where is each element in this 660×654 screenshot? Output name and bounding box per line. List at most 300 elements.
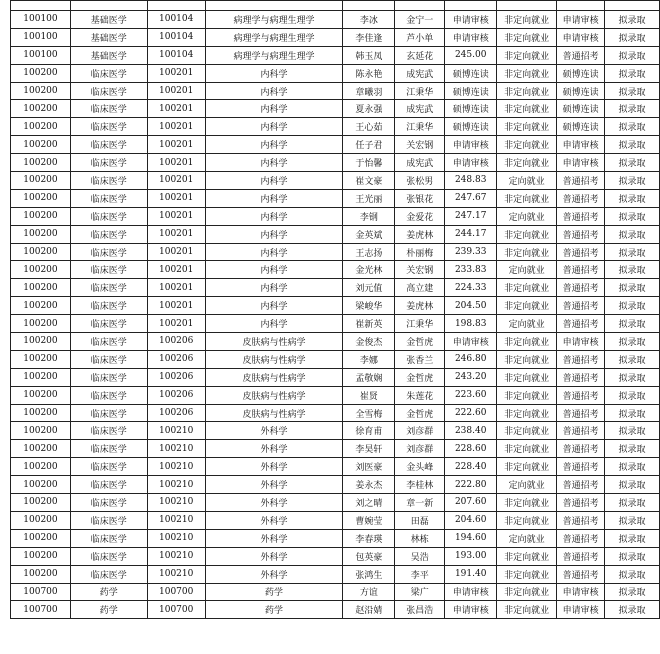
table-row	[11, 529, 660, 547]
table-row	[11, 583, 660, 601]
major-cell: 内科学	[205, 279, 343, 297]
category-code-cell: 100200	[11, 404, 71, 422]
table-row	[11, 494, 660, 512]
advisor-cell: 江秉华	[395, 118, 445, 136]
category-cell: 临床医学	[70, 547, 147, 565]
status-cell: 拟录取	[605, 315, 660, 333]
category-code-cell: 100200	[11, 207, 71, 225]
employment-cell: 定向就业	[497, 529, 557, 547]
category-cell: 临床医学	[70, 189, 147, 207]
status-cell: 拟录取	[605, 350, 660, 368]
table-row	[11, 315, 660, 333]
exam-type-cell: 普通招考	[557, 547, 605, 565]
category-cell: 临床医学	[70, 297, 147, 315]
exam-type-cell: 普通招考	[557, 172, 605, 190]
name-cell: 陈永艳	[343, 64, 395, 82]
exam-type-cell: 普通招考	[557, 386, 605, 404]
table-row	[11, 172, 660, 190]
category-cell: 临床医学	[70, 565, 147, 583]
status-cell: 拟录取	[605, 261, 660, 279]
category-code-cell: 100200	[11, 315, 71, 333]
category-code-cell: 100200	[11, 82, 71, 100]
category-cell: 药学	[70, 601, 147, 619]
exam-type-cell: 普通招考	[557, 494, 605, 512]
score-cell: 222.60	[445, 404, 497, 422]
major-code-cell: 100210	[147, 476, 205, 494]
major-code-cell: 100210	[147, 511, 205, 529]
major-cell: 内科学	[205, 154, 343, 172]
employment-cell: 非定向就业	[497, 440, 557, 458]
major-code-cell: 100210	[147, 440, 205, 458]
category-cell: 临床医学	[70, 511, 147, 529]
exam-type-cell: 申请审核	[557, 28, 605, 46]
major-cell: 皮肤病与性病学	[205, 350, 343, 368]
major-cell: 外科学	[205, 494, 343, 512]
major-cell: 外科学	[205, 565, 343, 583]
table-row	[11, 368, 660, 386]
major-cell: 内科学	[205, 100, 343, 118]
status-cell: 拟录取	[605, 458, 660, 476]
major-code-cell: 100201	[147, 118, 205, 136]
category-cell: 临床医学	[70, 243, 147, 261]
major-cell: 外科学	[205, 511, 343, 529]
major-cell	[205, 1, 343, 11]
table-row	[11, 64, 660, 82]
major-cell: 内科学	[205, 64, 343, 82]
employment-cell: 非定向就业	[497, 297, 557, 315]
category-cell: 临床医学	[70, 368, 147, 386]
major-cell: 外科学	[205, 458, 343, 476]
major-cell: 皮肤病与性病学	[205, 404, 343, 422]
category-code-cell: 100200	[11, 511, 71, 529]
advisor-cell: 吴浩	[395, 547, 445, 565]
advisor-cell: 金哲虎	[395, 368, 445, 386]
category-code-cell: 100200	[11, 565, 71, 583]
score-cell: 207.60	[445, 494, 497, 512]
advisor-cell: 金哲虎	[395, 404, 445, 422]
major-code-cell: 100210	[147, 547, 205, 565]
category-code-cell: 100200	[11, 529, 71, 547]
advisor-cell: 张松男	[395, 172, 445, 190]
status-cell: 拟录取	[605, 511, 660, 529]
major-code-cell: 100210	[147, 422, 205, 440]
exam-type-cell: 申请审核	[557, 154, 605, 172]
major-cell: 病理学与病理生理学	[205, 11, 343, 29]
name-cell: 韩玉凤	[343, 46, 395, 64]
status-cell: 拟录取	[605, 386, 660, 404]
status-cell: 拟录取	[605, 225, 660, 243]
table-row	[11, 601, 660, 619]
category-code-cell: 100200	[11, 297, 71, 315]
exam-type-cell: 普通招考	[557, 225, 605, 243]
category-code-cell: 100200	[11, 386, 71, 404]
major-cell: 皮肤病与性病学	[205, 368, 343, 386]
employment-cell: 非定向就业	[497, 350, 557, 368]
category-code-cell: 100200	[11, 243, 71, 261]
table-row	[11, 46, 660, 64]
score-cell: 申请审核	[445, 11, 497, 29]
employment-cell: 非定向就业	[497, 118, 557, 136]
category-code-cell: 100200	[11, 440, 71, 458]
exam-type-cell: 普通招考	[557, 440, 605, 458]
advisor-cell: 成宪武	[395, 154, 445, 172]
category-cell: 临床医学	[70, 154, 147, 172]
score-cell: 223.60	[445, 386, 497, 404]
score-cell: 243.20	[445, 368, 497, 386]
category-cell: 临床医学	[70, 261, 147, 279]
advisor-cell: 关宏钢	[395, 136, 445, 154]
exam-type-cell: 普通招考	[557, 297, 605, 315]
employment-cell: 非定向就业	[497, 154, 557, 172]
category-code-cell: 100200	[11, 368, 71, 386]
name-cell: 于怡馨	[343, 154, 395, 172]
major-code-cell: 100201	[147, 261, 205, 279]
exam-type-cell: 普通招考	[557, 476, 605, 494]
exam-type-cell: 申请审核	[557, 11, 605, 29]
score-cell: 238.40	[445, 422, 497, 440]
major-cell: 内科学	[205, 261, 343, 279]
name-cell: 方谊	[343, 583, 395, 601]
advisor-cell: 章一新	[395, 494, 445, 512]
name-cell	[343, 1, 395, 11]
major-cell: 外科学	[205, 547, 343, 565]
status-cell: 拟录取	[605, 440, 660, 458]
advisor-cell: 玄延花	[395, 46, 445, 64]
name-cell: 张鸿生	[343, 565, 395, 583]
table-row	[11, 154, 660, 172]
table-row	[11, 261, 660, 279]
table-row	[11, 386, 660, 404]
status-cell: 拟录取	[605, 136, 660, 154]
major-code-cell: 100104	[147, 46, 205, 64]
score-cell: 申请审核	[445, 136, 497, 154]
advisor-cell: 芦小单	[395, 28, 445, 46]
score-cell: 228.40	[445, 458, 497, 476]
category-cell: 药学	[70, 583, 147, 601]
table-row	[11, 100, 660, 118]
status-cell: 拟录取	[605, 601, 660, 619]
category-cell: 临床医学	[70, 82, 147, 100]
major-code-cell: 100104	[147, 28, 205, 46]
exam-type-cell: 普通招考	[557, 189, 605, 207]
major-cell: 内科学	[205, 297, 343, 315]
major-code-cell	[147, 1, 205, 11]
table-row	[11, 547, 660, 565]
score-cell: 硕博连读	[445, 100, 497, 118]
advisor-cell: 张银花	[395, 189, 445, 207]
name-cell: 刘医豪	[343, 458, 395, 476]
category-code-cell: 100200	[11, 494, 71, 512]
table-row	[11, 440, 660, 458]
category-code-cell: 100200	[11, 458, 71, 476]
advisor-cell: 林栋	[395, 529, 445, 547]
employment-cell: 非定向就业	[497, 225, 557, 243]
category-cell: 临床医学	[70, 476, 147, 494]
major-code-cell: 100206	[147, 333, 205, 351]
category-cell: 基础医学	[70, 46, 147, 64]
employment-cell: 非定向就业	[497, 583, 557, 601]
major-code-cell: 100201	[147, 315, 205, 333]
employment-cell: 非定向就业	[497, 511, 557, 529]
score-cell: 247.67	[445, 189, 497, 207]
employment-cell: 定向就业	[497, 207, 557, 225]
name-cell: 金英斌	[343, 225, 395, 243]
major-code-cell: 100201	[147, 297, 205, 315]
employment-cell: 非定向就业	[497, 601, 557, 619]
table-row	[11, 1, 660, 11]
table-row	[11, 333, 660, 351]
table-row	[11, 118, 660, 136]
status-cell: 拟录取	[605, 368, 660, 386]
category-cell: 基础医学	[70, 11, 147, 29]
status-cell: 拟录取	[605, 529, 660, 547]
major-code-cell: 100210	[147, 529, 205, 547]
table-row	[11, 136, 660, 154]
employment-cell: 非定向就业	[497, 333, 557, 351]
exam-type-cell: 硕博连读	[557, 82, 605, 100]
table-row	[11, 225, 660, 243]
exam-type-cell: 硕博连读	[557, 118, 605, 136]
table-row	[11, 207, 660, 225]
status-cell: 拟录取	[605, 189, 660, 207]
category-code-cell: 100200	[11, 136, 71, 154]
advisor-cell: 张昌浩	[395, 601, 445, 619]
major-code-cell: 100206	[147, 404, 205, 422]
category-cell: 临床医学	[70, 225, 147, 243]
major-code-cell: 100201	[147, 225, 205, 243]
major-cell: 外科学	[205, 440, 343, 458]
name-cell: 李佳逢	[343, 28, 395, 46]
exam-type-cell: 普通招考	[557, 261, 605, 279]
score-cell: 191.40	[445, 565, 497, 583]
advisor-cell: 姜虎林	[395, 297, 445, 315]
major-cell: 外科学	[205, 422, 343, 440]
category-cell: 临床医学	[70, 172, 147, 190]
score-cell: 申请审核	[445, 583, 497, 601]
employment-cell: 非定向就业	[497, 386, 557, 404]
score-cell: 204.60	[445, 511, 497, 529]
category-code-cell: 100200	[11, 547, 71, 565]
category-code-cell: 100200	[11, 154, 71, 172]
score-cell: 233.83	[445, 261, 497, 279]
name-cell: 王光丽	[343, 189, 395, 207]
major-cell: 皮肤病与性病学	[205, 386, 343, 404]
major-cell: 内科学	[205, 189, 343, 207]
major-cell: 外科学	[205, 529, 343, 547]
employment-cell	[497, 1, 557, 11]
category-cell: 临床医学	[70, 100, 147, 118]
advisor-cell: 朴丽梅	[395, 243, 445, 261]
status-cell: 拟录取	[605, 297, 660, 315]
category-code-cell: 100200	[11, 64, 71, 82]
score-cell: 193.00	[445, 547, 497, 565]
advisor-cell: 朱莲花	[395, 386, 445, 404]
name-cell: 孟敬娴	[343, 368, 395, 386]
status-cell: 拟录取	[605, 565, 660, 583]
employment-cell: 非定向就业	[497, 82, 557, 100]
category-code-cell: 100200	[11, 279, 71, 297]
advisor-cell	[395, 1, 445, 11]
category-cell: 临床医学	[70, 279, 147, 297]
major-cell: 皮肤病与性病学	[205, 333, 343, 351]
major-code-cell: 100201	[147, 207, 205, 225]
major-code-cell: 100201	[147, 136, 205, 154]
employment-cell: 非定向就业	[497, 243, 557, 261]
employment-cell: 非定向就业	[497, 422, 557, 440]
advisor-cell: 江秉华	[395, 315, 445, 333]
status-cell: 拟录取	[605, 422, 660, 440]
category-code-cell: 100100	[11, 11, 71, 29]
score-cell	[445, 1, 497, 11]
exam-type-cell: 普通招考	[557, 315, 605, 333]
score-cell: 228.60	[445, 440, 497, 458]
name-cell: 章曦羽	[343, 82, 395, 100]
exam-type-cell: 普通招考	[557, 368, 605, 386]
score-cell: 申请审核	[445, 28, 497, 46]
name-cell: 全雪梅	[343, 404, 395, 422]
category-cell: 临床医学	[70, 64, 147, 82]
advisor-cell: 高立建	[395, 279, 445, 297]
status-cell: 拟录取	[605, 476, 660, 494]
status-cell: 拟录取	[605, 243, 660, 261]
score-cell: 194.60	[445, 529, 497, 547]
score-cell: 198.83	[445, 315, 497, 333]
name-cell: 李娜	[343, 350, 395, 368]
category-cell: 临床医学	[70, 458, 147, 476]
advisor-cell: 梁广	[395, 583, 445, 601]
exam-type-cell: 普通招考	[557, 279, 605, 297]
exam-type-cell: 申请审核	[557, 583, 605, 601]
advisor-cell: 金爱花	[395, 207, 445, 225]
category-cell: 临床医学	[70, 207, 147, 225]
exam-type-cell: 普通招考	[557, 243, 605, 261]
name-cell: 刘之晴	[343, 494, 395, 512]
major-code-cell: 100210	[147, 458, 205, 476]
category-code-cell: 100200	[11, 172, 71, 190]
advisor-cell: 刘彦群	[395, 422, 445, 440]
category-code-cell: 100200	[11, 225, 71, 243]
exam-type-cell: 硕博连读	[557, 100, 605, 118]
name-cell: 王志扬	[343, 243, 395, 261]
category-cell: 基础医学	[70, 28, 147, 46]
major-cell: 病理学与病理生理学	[205, 28, 343, 46]
status-cell	[605, 1, 660, 11]
category-code-cell: 100200	[11, 261, 71, 279]
exam-type-cell: 硕博连读	[557, 64, 605, 82]
exam-type-cell: 普通招考	[557, 458, 605, 476]
employment-cell: 非定向就业	[497, 368, 557, 386]
employment-cell: 非定向就业	[497, 404, 557, 422]
score-cell: 248.83	[445, 172, 497, 190]
category-code-cell: 100100	[11, 46, 71, 64]
employment-cell: 定向就业	[497, 315, 557, 333]
exam-type-cell: 申请审核	[557, 333, 605, 351]
name-cell: 包英豪	[343, 547, 395, 565]
employment-cell: 非定向就业	[497, 136, 557, 154]
major-cell: 内科学	[205, 207, 343, 225]
exam-type-cell: 普通招考	[557, 529, 605, 547]
table-row	[11, 511, 660, 529]
name-cell: 崔文豪	[343, 172, 395, 190]
advisor-cell: 张香兰	[395, 350, 445, 368]
advisor-cell: 李平	[395, 565, 445, 583]
name-cell: 任子君	[343, 136, 395, 154]
employment-cell: 非定向就业	[497, 565, 557, 583]
name-cell: 李钢	[343, 207, 395, 225]
major-cell: 内科学	[205, 243, 343, 261]
category-cell: 临床医学	[70, 118, 147, 136]
table-body	[11, 1, 660, 619]
major-cell: 内科学	[205, 82, 343, 100]
major-code-cell: 100206	[147, 386, 205, 404]
name-cell: 李春瑛	[343, 529, 395, 547]
major-code-cell: 100700	[147, 601, 205, 619]
major-code-cell: 100201	[147, 154, 205, 172]
major-code-cell: 100201	[147, 279, 205, 297]
table-row	[11, 422, 660, 440]
table-row	[11, 11, 660, 29]
table-row	[11, 279, 660, 297]
status-cell: 拟录取	[605, 583, 660, 601]
exam-type-cell: 普通招考	[557, 207, 605, 225]
status-cell: 拟录取	[605, 279, 660, 297]
employment-cell: 非定向就业	[497, 46, 557, 64]
advisor-cell: 金头峰	[395, 458, 445, 476]
name-cell: 夏永强	[343, 100, 395, 118]
score-cell: 244.17	[445, 225, 497, 243]
score-cell: 224.33	[445, 279, 497, 297]
category-cell: 临床医学	[70, 136, 147, 154]
score-cell: 239.33	[445, 243, 497, 261]
category-code-cell: 100200	[11, 100, 71, 118]
score-cell: 245.00	[445, 46, 497, 64]
table-row	[11, 404, 660, 422]
category-cell: 临床医学	[70, 333, 147, 351]
category-cell: 临床医学	[70, 386, 147, 404]
major-code-cell: 100104	[147, 11, 205, 29]
name-cell: 金光林	[343, 261, 395, 279]
status-cell: 拟录取	[605, 82, 660, 100]
major-code-cell: 100201	[147, 243, 205, 261]
category-code-cell: 100100	[11, 28, 71, 46]
employment-cell: 非定向就业	[497, 279, 557, 297]
name-cell: 崔贤	[343, 386, 395, 404]
advisor-cell: 姜虎林	[395, 225, 445, 243]
employment-cell: 定向就业	[497, 172, 557, 190]
major-cell: 病理学与病理生理学	[205, 46, 343, 64]
status-cell: 拟录取	[605, 154, 660, 172]
major-code-cell: 100201	[147, 172, 205, 190]
admission-list-table	[10, 0, 660, 619]
advisor-cell: 金宁一	[395, 11, 445, 29]
status-cell: 拟录取	[605, 494, 660, 512]
major-code-cell: 100206	[147, 350, 205, 368]
category-code-cell: 100700	[11, 583, 71, 601]
exam-type-cell: 申请审核	[557, 136, 605, 154]
advisor-cell: 金哲虎	[395, 333, 445, 351]
status-cell: 拟录取	[605, 100, 660, 118]
exam-type-cell: 普通招考	[557, 422, 605, 440]
major-code-cell: 100201	[147, 189, 205, 207]
exam-type-cell	[557, 1, 605, 11]
status-cell: 拟录取	[605, 547, 660, 565]
score-cell: 硕博连读	[445, 118, 497, 136]
category-cell: 临床医学	[70, 422, 147, 440]
advisor-cell: 关宏钢	[395, 261, 445, 279]
score-cell: 247.17	[445, 207, 497, 225]
exam-type-cell: 申请审核	[557, 601, 605, 619]
table-row	[11, 243, 660, 261]
